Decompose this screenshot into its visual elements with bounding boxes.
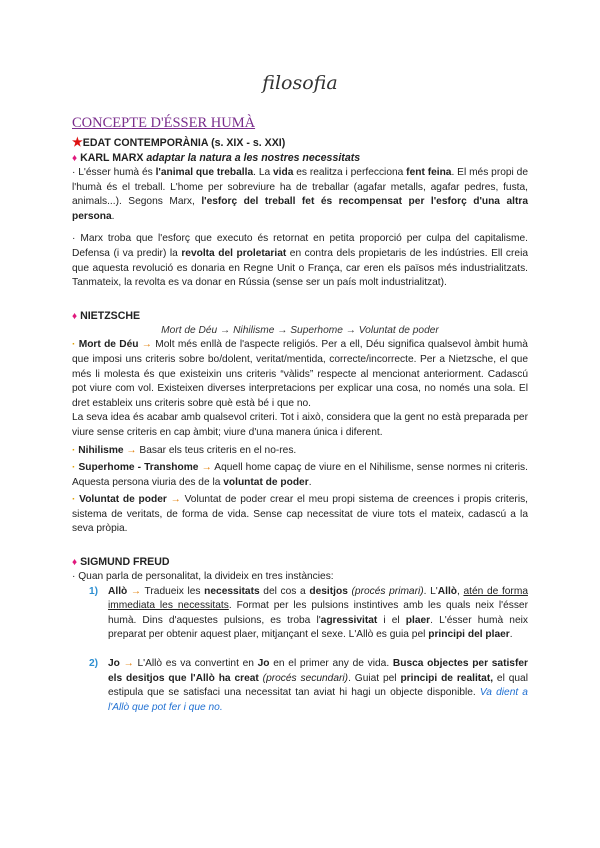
- star-icon: ★: [72, 135, 83, 149]
- arrow-icon: →: [130, 585, 142, 597]
- document-body: [72, 114, 528, 715]
- section-heading: CONCEPTE D'ÉSSER HUMÀ: [72, 115, 256, 131]
- bullet-icon: ·: [72, 494, 76, 506]
- mort-de-deu-paragraph: · Mort de Déu → Molt més enllà de l'aspecte religiós. Per a ell, Déu significa qualsevol àmbit humà que imposi uns criteris sobre bo/dolent, veritat/mentida, correcte/incorrecte. Per a Nietzsche, el que més li molesta és que existeixin uns criteris “vàlids” respecte al mencionat anteriorment. Cadascú pot viure com vol. Existeixen diverses interpretacions per explicar una cosa, no només una sola. El dret estableix uns criteris sobre què està bé i que no.: [72, 339, 528, 409]
- arrow-icon: →: [170, 494, 181, 506]
- nihilisme-paragraph: · Nihilisme → Basar els teus criteris en el no-res.: [72, 444, 297, 456]
- bullet-icon: ·: [72, 462, 76, 474]
- diamond-icon: ♦: [72, 557, 78, 569]
- bullet-icon: ·: [72, 444, 76, 456]
- voluntat-paragraph: · Voluntat de poder → Voluntat de poder crear el meu propi sistema de creences i propis criteris, sistema de veritats, de forma de vida. Sense cap necessitat de viure tots el mateix, cadascú a la seva pròpia.: [72, 494, 529, 535]
- marx-paragraph-1: · L'ésser humà és l'animal que treballa. La vida es realitza i perfecciona fent feina. El més propi de l'humà és el treball. L'home per sobreviure ha de treballar (agafar metalls, agafar pedres, fusta, animals...). Segons Marx, l'esforç del treball fet és recompensat per l'esforç d'una altra persona.: [72, 167, 528, 222]
- nietzsche-chain: Mort de Déu → Nihilisme → Superhome → Voluntat de poder: [161, 324, 439, 336]
- diamond-icon: ♦: [72, 153, 78, 164]
- nietzsche-heading: ♦ NIETZSCHE: [72, 309, 141, 322]
- list-item: 2) Jo → L'Allò es va convertint en Jo en el primer any de vida. Busca objectes per satisfer els desitjos que l'Allò ha creat (procés secundari). Guiat pel principi de realitat, el qual estipula que se satisfaci una necessitat tan aviat hi hagi un objecte disponible. Va dient a l'Allò que pot fer i que no.: [89, 658, 528, 713]
- marx-paragraph-2: · Marx troba que l'esforç que executo és retornat en petita proporció per culpa del capitalisme. Defensa (i va predir) la revolta del proletariat en contra dels propietaris de les indústries. Ell creia que aquesta revolució es donaria en Regne Unit o França, car eren els països més industrialitzats. Tanmateix, la revolta es va donar en Rússia (sense ser un país molt industrialitzat).: [72, 233, 529, 289]
- freud-intro: · Quan parla de personalitat, la divideix en tres instàncies:: [72, 571, 334, 583]
- era-heading: ★EDAT CONTEMPORÀNIA (s. XIX - s. XXI): [72, 135, 286, 149]
- bullet-icon: ·: [72, 339, 76, 351]
- idea-paragraph: La seva idea és acabar amb qualsevol criteri. Tot i això, considera que la gent no està preparada per viure sense criteris en cap àmbit; viure d'una manera única i diferent.: [72, 412, 528, 438]
- freud-heading: ♦ SIGMUND FREUD: [72, 556, 170, 569]
- arrow-icon: →: [201, 462, 212, 474]
- diamond-icon: ♦: [72, 310, 78, 322]
- marx-heading: ♦ KARL MARX adaptar la natura a les nostres necessitats: [72, 152, 361, 164]
- arrow-icon: →: [123, 658, 134, 670]
- page-title: filosofia: [262, 72, 338, 94]
- superhome-paragraph: · Superhome - Transhome → Aquell home capaç de viure en el Nihilisme, sense normes ni criteris. Aquesta persona viuria des de la voluntat de poder.: [72, 462, 528, 488]
- list-item: 1) Allò → Tradueix les necessitats del cos a desitjos (procés primari). L'Allò, atén de forma immediata les necessitats. Format per les pulsions instintives amb les quals neix l'ésser humà. Dins d'aquestes pulsions, es troba l'agressivitat i el plaer. L'ésser humà neix preparat per obtenir aquest plaer, mitjançant el sexe. L'Allò es guia pel principi del plaer.: [89, 585, 528, 641]
- arrow-icon: →: [126, 444, 137, 456]
- arrow-icon: →: [141, 339, 152, 351]
